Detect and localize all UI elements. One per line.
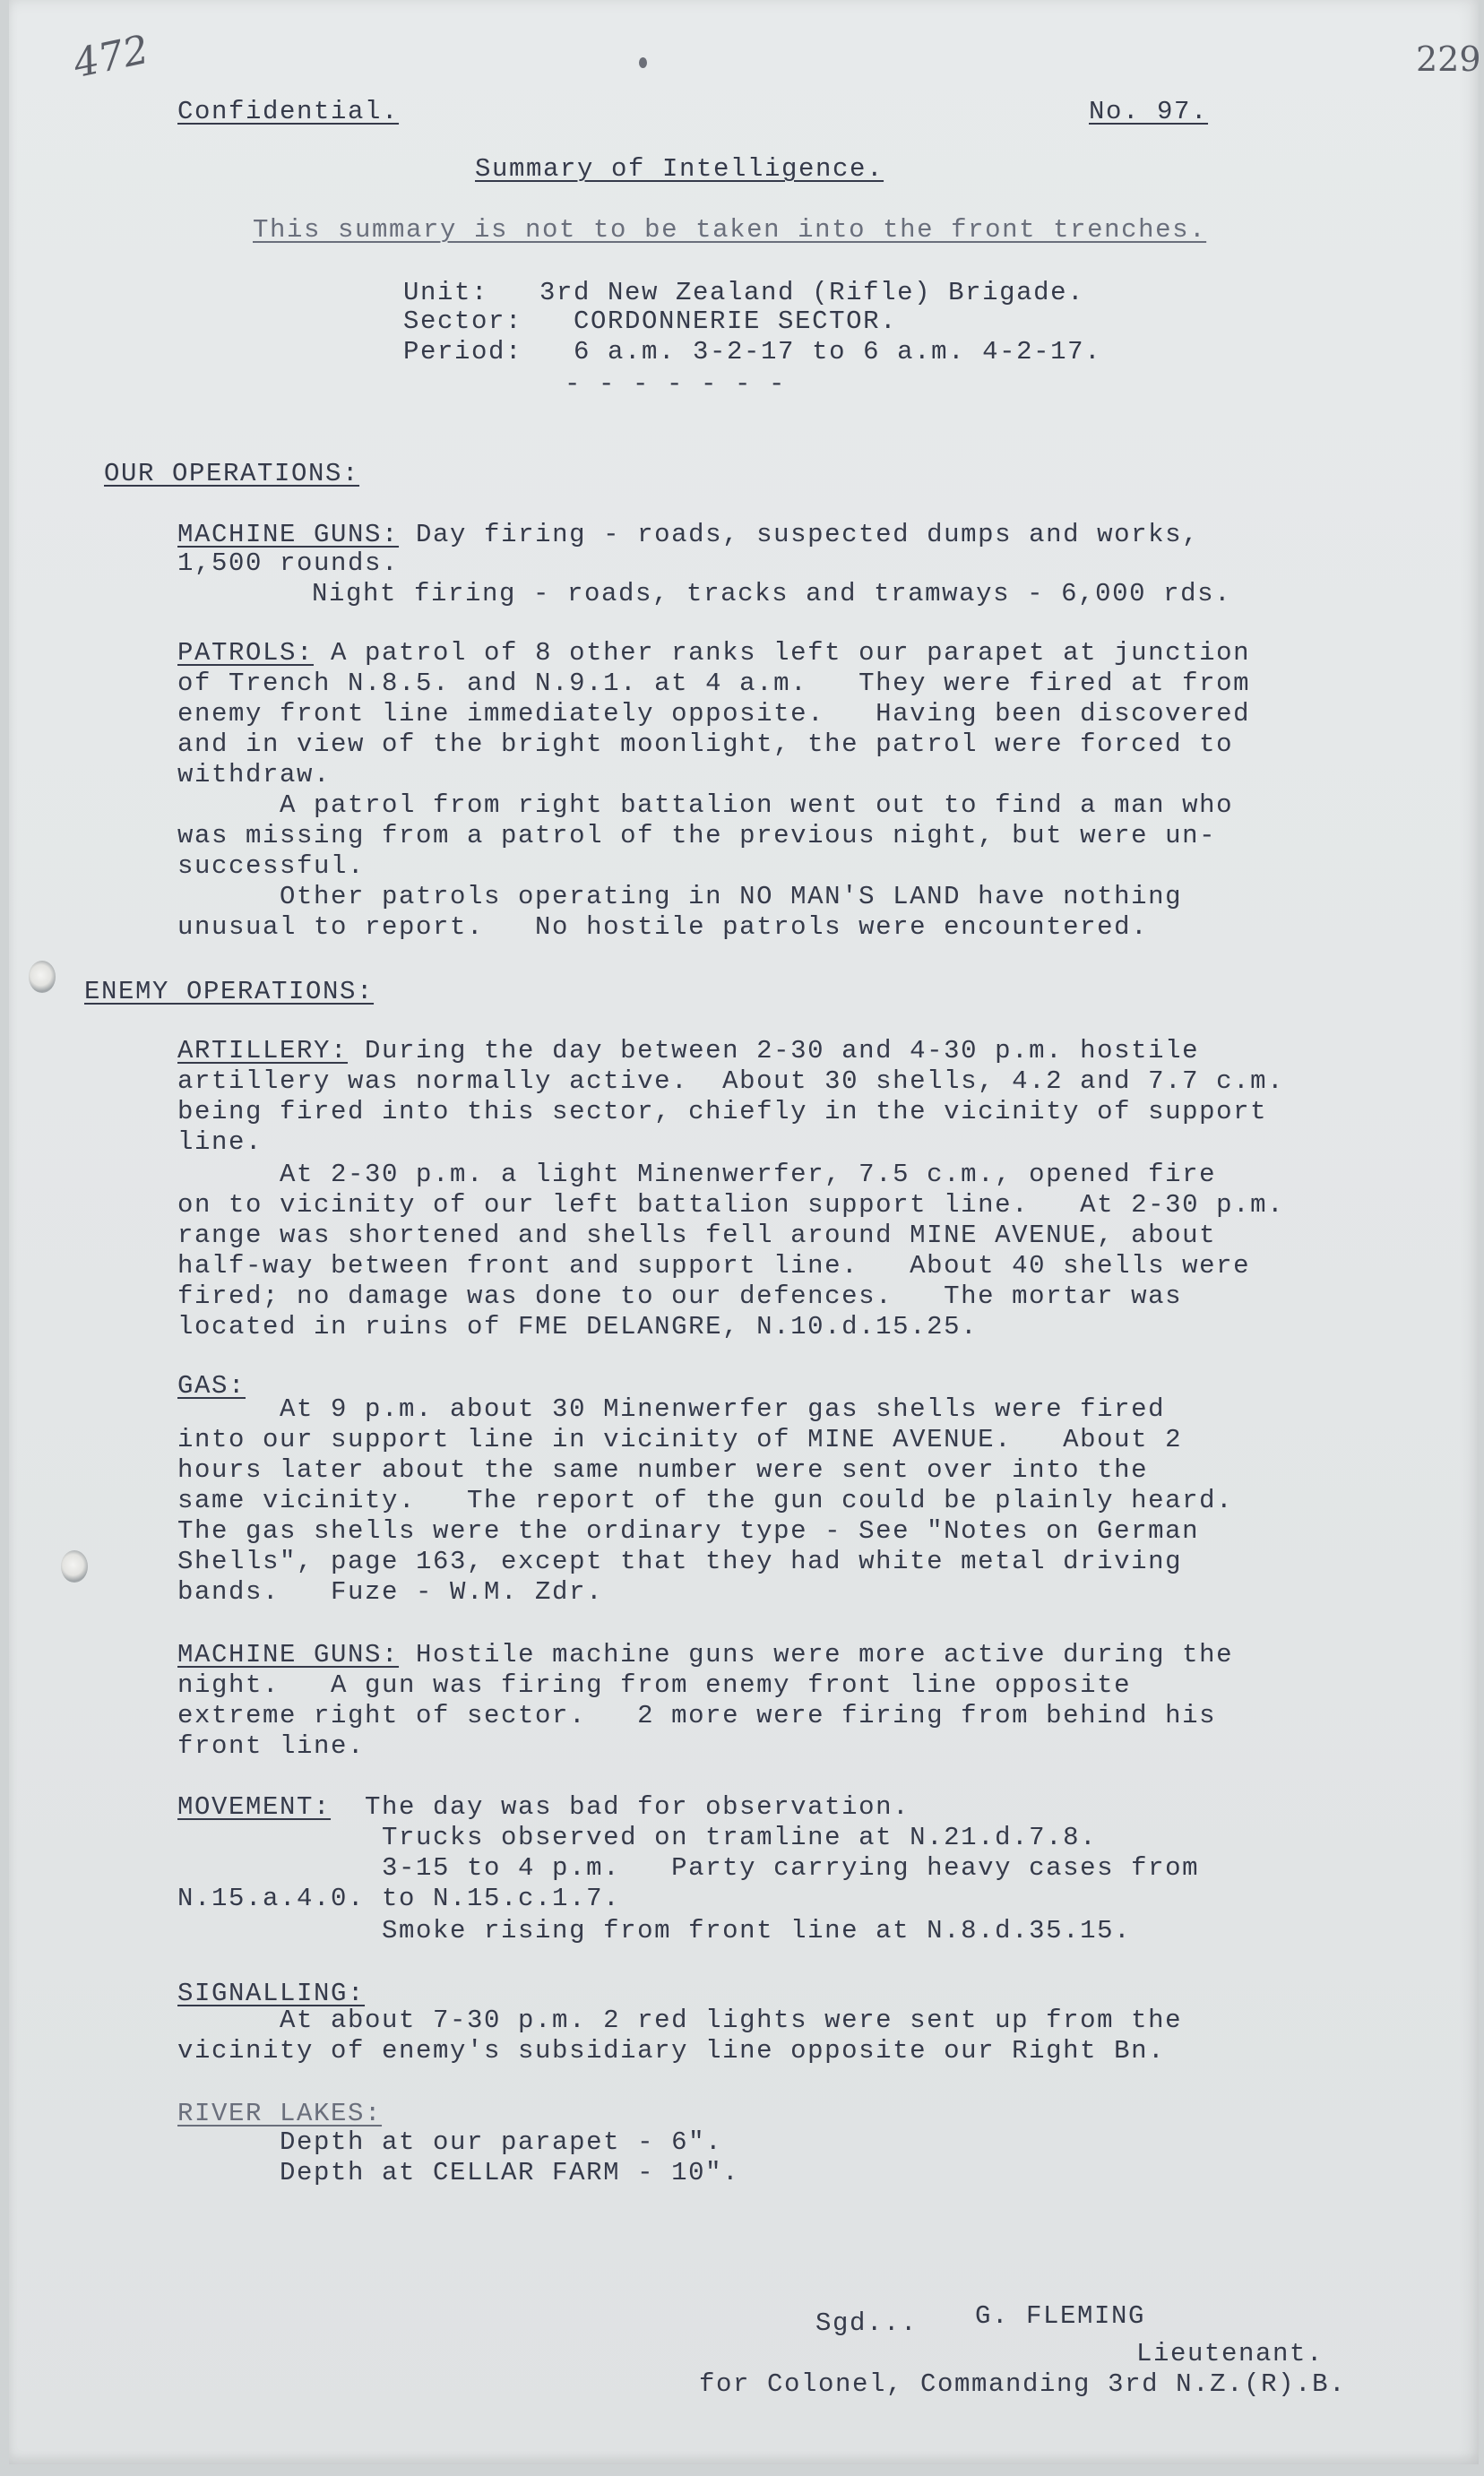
paragraph-line: The gas shells were the ordinary type - See "Notes on German — [177, 1516, 1200, 1546]
ink-speck — [639, 57, 647, 68]
paragraph-line: At about 7-30 p.m. 2 red lights were sent up from the — [177, 2006, 1183, 2035]
paragraph-line: bands. Fuze - W.M. Zdr. — [177, 1577, 604, 1607]
signatory-name: G. FLEMING — [975, 2301, 1146, 2331]
paragraph-line: A patrol from right battalion went out to find a man who — [177, 790, 1234, 820]
paragraph-line: The day was bad for observation. — [331, 1792, 910, 1822]
paragraph-line: Day firing - roads, suspected dumps and works, — [399, 520, 1200, 549]
paragraph-line: A patrol of 8 other ranks left our parapet at junction — [314, 638, 1251, 668]
paragraph-line: located in ruins of FME DELANGRE, N.10.d.15.25. — [177, 1312, 979, 1342]
paragraph-line: on to vicinity of our left battalion support line. At 2-30 p.m. — [177, 1190, 1285, 1220]
subheading-patrols: PATROLS: — [177, 638, 315, 668]
signature-sgd: Sgd... — [815, 2308, 919, 2338]
paragraph-line: Trucks observed on tramline at N.21.d.7.8. — [177, 1823, 1098, 1852]
paragraph-line: night. A gun was firing from enemy front line opposite — [177, 1670, 1132, 1700]
subheading-signalling: SIGNALLING: — [177, 1979, 366, 2008]
paragraph-line: hours later about the same number were sent over into the — [177, 1455, 1149, 1485]
paragraph-line: Night firing - roads, tracks and tramways - 6,000 rds. — [312, 579, 1232, 608]
paragraph-line: 3-15 to 4 p.m. Party carrying heavy cases from — [177, 1853, 1200, 1883]
paragraph-line: line. — [177, 1127, 263, 1157]
paragraph-line: Depth at CELLAR FARM - 10". — [177, 2158, 740, 2187]
paragraph-line: At 9 p.m. about 30 Minenwerfer gas shells were fired — [177, 1394, 1166, 1424]
subheading-machine-guns: MACHINE GUNS: — [177, 1640, 400, 1669]
signatory-for-line: for Colonel, Commanding 3rd N.Z.(R).B. — [699, 2369, 1347, 2399]
paragraph-line: front line. — [177, 1731, 366, 1761]
paragraph-line: unusual to report. No hostile patrols were encountered. — [177, 912, 1149, 942]
section-heading-enemy-operations: ENEMY OPERATIONS: — [84, 977, 375, 1006]
paragraph-line: half-way between front and support line. About 40 shells were — [177, 1251, 1251, 1281]
sector-line: Sector: CORDONNERIE SECTOR. — [403, 306, 898, 336]
punch-hole-bottom — [61, 1550, 88, 1583]
paragraph-line: range was shortened and shells fell around MINE AVENUE, about — [177, 1221, 1217, 1250]
paragraph-line: withdraw. — [177, 760, 332, 789]
paragraph-line: Shells", page 163, except that they had white metal driving — [177, 1547, 1183, 1576]
paragraph-line: being fired into this sector, chiefly in the vicinity of support — [177, 1097, 1268, 1126]
paragraph-line: was missing from a patrol of the previous night, but were un- — [177, 821, 1217, 850]
document-title: Summary of Intelligence. — [475, 154, 884, 184]
paragraph-line: into our support line in vicinity of MINE AVENUE. About 2 — [177, 1425, 1183, 1454]
subheading-river-lakes: RIVER LAKES: — [177, 2099, 383, 2128]
paragraph-line: fired; no damage was done to our defences. The mortar was — [177, 1281, 1183, 1311]
paragraph-line: 1,500 rounds. — [177, 548, 400, 578]
paragraph-line: Depth at our parapet - 6". — [177, 2127, 723, 2157]
classification-label: Confidential. — [177, 97, 400, 126]
paragraph-line: Other patrols operating in NO MAN'S LAND have nothing — [177, 882, 1183, 911]
paragraph-line: enemy front line immediately opposite. Having been discovered — [177, 699, 1251, 729]
signatory-rank: Lieutenant. — [1136, 2339, 1324, 2368]
paragraph-line: same vicinity. The report of the gun could be plainly heard. — [177, 1486, 1234, 1515]
header-separator: - - - - - - - — [565, 369, 787, 399]
summary-number: No. 97. — [1089, 97, 1209, 126]
section-heading-our-operations: OUR OPERATIONS: — [104, 459, 360, 488]
subheading-movement: MOVEMENT: — [177, 1792, 332, 1822]
subheading-artillery: ARTILLERY: — [177, 1036, 349, 1065]
punch-hole-top — [29, 961, 56, 993]
paragraph-line: extreme right of sector. 2 more were firing from behind his — [177, 1701, 1217, 1730]
handling-warning: This summary is not to be taken into the front trenches. — [253, 215, 1207, 245]
period-line: Period: 6 a.m. 3-2-17 to 6 a.m. 4-2-17. — [403, 337, 1102, 367]
paragraph-line: artillery was normally active. About 30 shells, 4.2 and 7.7 c.m. — [177, 1066, 1285, 1096]
paragraph-line: successful. — [177, 851, 366, 881]
document-page — [9, 0, 1479, 2464]
paragraph-line: of Trench N.8.5. and N.9.1. at 4 a.m. They were fired at from — [177, 669, 1251, 698]
paragraph-line: During the day between 2-30 and 4-30 p.m. hostile — [348, 1036, 1200, 1065]
unit-line: Unit: 3rd New Zealand (Rifle) Brigade. — [403, 278, 1085, 307]
paragraph-line: vicinity of enemy's subsidiary line opposite our Right Bn. — [177, 2036, 1166, 2066]
paragraph-line: At 2-30 p.m. a light Minenwerfer, 7.5 c.m., opened fire — [177, 1160, 1217, 1189]
paragraph-line: N.15.a.4.0. to N.15.c.1.7. — [177, 1884, 621, 1913]
handwritten-folio-right: 229 — [1416, 39, 1481, 79]
handwritten-folio-left: 472 — [69, 26, 153, 88]
subheading-machine-guns: MACHINE GUNS: — [177, 520, 400, 549]
paragraph-line: Hostile machine guns were more active during the — [399, 1640, 1234, 1669]
paragraph-line: and in view of the bright moonlight, the patrol were forced to — [177, 729, 1234, 759]
subheading-gas: GAS: — [177, 1371, 246, 1401]
paragraph-line: Smoke rising from front line at N.8.d.35.15. — [177, 1916, 1132, 1945]
